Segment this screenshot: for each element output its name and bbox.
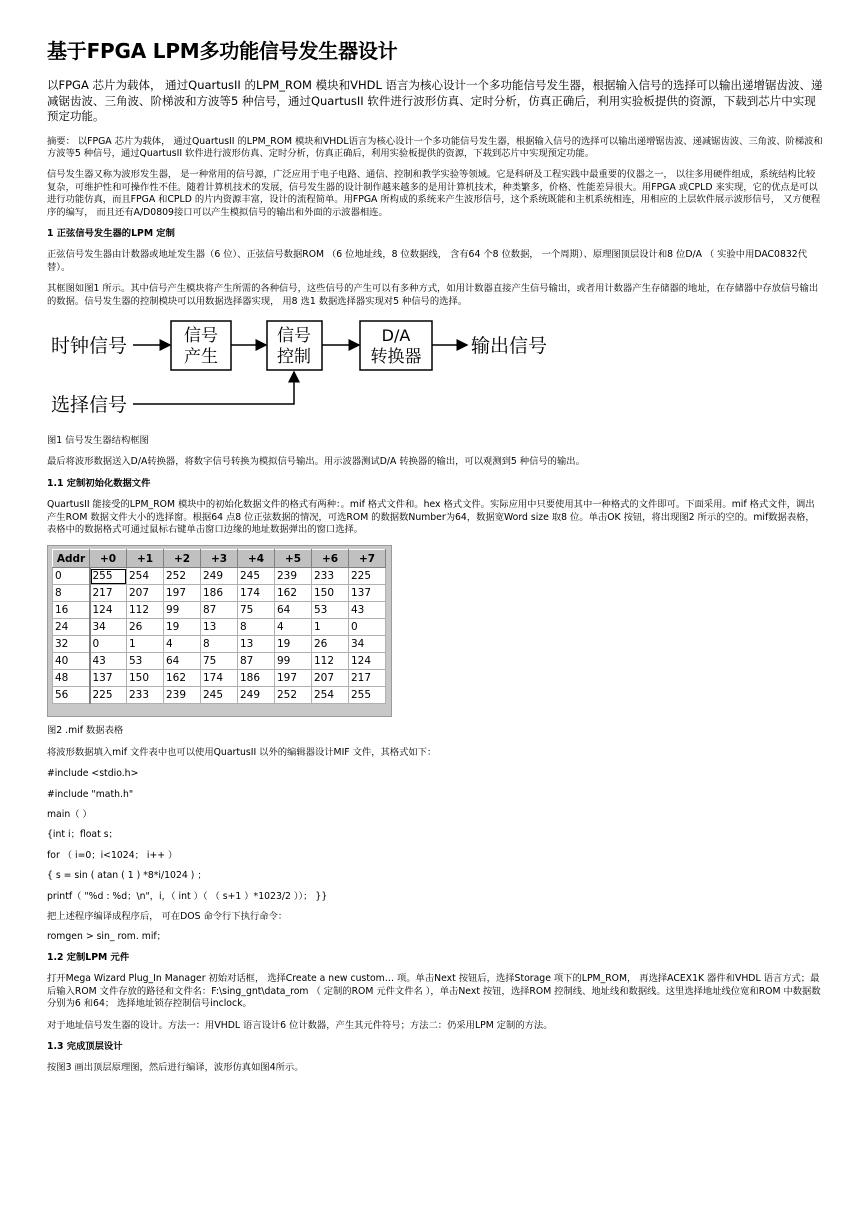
- section-1-1-paragraph: QuartusII 能接受的LPM_ROM 模块中的初始化数据文件的格式有两种：。mif 格式文件和。hex 格式文件。实际应用中只要使用其中一种格式的文件即可。下面采用。mif 格式文件，调出产生ROM 数据文件大小的选择窗。根据64 点8 位正弦数据的情况，可选ROM 的数据数Number为64，数据宽Word size 取8 位。单击OK 按钮，将出现图2 所示的空的。mif数据表格，表格中的数据格式可通过鼠标右键单击窗口边缘的地址数据弹出的窗口选择。: [47, 499, 815, 535]
- mif-data-cell[interactable]: 252: [164, 568, 201, 585]
- section-1-2-heading: 1.2 定制LPM 元件: [47, 951, 130, 963]
- mif-data-cell[interactable]: 245: [238, 568, 275, 585]
- mif-address-cell[interactable]: 48: [53, 670, 90, 687]
- mif-data-cell[interactable]: 13: [201, 619, 238, 636]
- mif-address-cell[interactable]: 40: [53, 653, 90, 670]
- figure-1-caption: 图1 信号发生器结构框图: [47, 434, 149, 446]
- mif-data-cell[interactable]: 19: [275, 636, 312, 653]
- mif-data-cell[interactable]: 1: [312, 619, 349, 636]
- mif-data-cell[interactable]: 137: [90, 670, 127, 687]
- table-row: [53, 636, 386, 653]
- mif-data-cell[interactable]: 8: [201, 636, 238, 653]
- section-1-2-paragraph-1: 打开Mega Wizard Plug_In Manager 初始对话框， 选择Create a new custom… 项。单击Next 按钮后，选择Storage 项下的LPM_ROM， 再选择ACEX1K 器件和VHDL 语言方式；最后输入ROM 文件存放的路径和文件名：F:\sing_gnt\data_rom （ 定制的ROM 元件文件名 ），单击Next 按钮，选择ROM 控制线、地址线和数据线。这里选择地址线位宽和ROM 中数据数分别为6 和64； 选择地址锁存控制信号inclock。: [47, 973, 821, 1010]
- signal-generate-line2: 产生: [184, 346, 218, 367]
- section-1-heading: 1 正弦信号发生器的LPM 定制: [47, 227, 175, 239]
- mif-data-cell[interactable]: 150: [312, 585, 349, 602]
- mif-data-cell[interactable]: 174: [238, 585, 275, 602]
- da-converter-line2: 转换器: [370, 346, 422, 367]
- section-1-2-paragraph-2: 对于地址信号发生器的设计。方法一：用VHDL 语言设计6 位计数器，产生其元件符号；方法二：仍采用LPM 定制的方法。: [47, 1019, 553, 1031]
- code-line: #include <stdio.h>: [47, 768, 139, 780]
- mif-data-cell[interactable]: 0: [90, 636, 127, 653]
- mif-header-row: [53, 550, 386, 568]
- mif-data-cell[interactable]: 4: [275, 619, 312, 636]
- arrow-select-to-control: [133, 372, 294, 404]
- code-line: 把上述程序编译成程序后， 可在DOS 命令行下执行命令：: [47, 911, 288, 923]
- code-listing: [47, 768, 823, 944]
- mif-address-cell[interactable]: 32: [53, 636, 90, 653]
- article: [47, 38, 823, 1084]
- mif-data-cell[interactable]: 233: [312, 568, 349, 585]
- output-signal-label: 输出信号: [471, 334, 548, 357]
- mif-address-cell[interactable]: 0: [53, 568, 90, 585]
- mif-data-cell[interactable]: 255: [349, 687, 386, 704]
- mif-address-cell[interactable]: 16: [53, 602, 90, 619]
- table-row: [53, 602, 386, 619]
- mif-data-cell[interactable]: 150: [127, 670, 164, 687]
- intro-paragraph: 信号发生器又称为波形发生器， 是一种常用的信号源，广泛应用于电子电路、通信、控制和教学实验等领域。它是科研及工程实践中最重要的仪器之一， 以往多用硬件组成，系统结构比较复杂，可维护性和可操作性不佳。随着计算机技术的发展，信号发生器的设计制作越来越多的是用计算机技术，种类繁多，价格、性能差异很大。用FPGA 或CPLD 来实现，它的优点是可以进行功能仿真，而且FPGA 和CPLD 的片内资源丰富，设计的流程简单。用FPGA 所构成的系统来产生波形信号，这个系统既能和主机系统相连，用相应的上层软件展示波形信号， 又方便程序的编写， 而且还有A/D0809接口可以产生模拟信号的输出和外面的示波器相连。: [47, 169, 821, 218]
- figure-1-block-diagram: [47, 317, 567, 427]
- mif-data-cell[interactable]: 4: [164, 636, 201, 653]
- mif-data-cell[interactable]: 174: [201, 670, 238, 687]
- signal-control-line1: 信号: [277, 325, 311, 346]
- mif-address-cell[interactable]: 8: [53, 585, 90, 602]
- mif-data-cell[interactable]: 43: [349, 602, 386, 619]
- mif-data-cell[interactable]: 245: [201, 687, 238, 704]
- table-row: [53, 670, 386, 687]
- mif-data-cell[interactable]: 249: [201, 568, 238, 585]
- mif-data-cell[interactable]: 162: [164, 670, 201, 687]
- mif-body: [53, 568, 386, 704]
- mif-data-cell[interactable]: 217: [90, 585, 127, 602]
- table-row: [53, 687, 386, 704]
- section-1-paragraph-2: 其框图如图1 所示。其中信号产生模块将产生所需的各种信号，这些信号的产生可以有多种方式，如用计数器直接产生信号输出，或者用计数器产生存储器的地址，在存储器中存放信号输出的数据。信号发生器的控制模块可以用数据选择器实现， 用8 选1 数据选择器实现对5 种信号的选择。: [47, 283, 819, 307]
- section-1-paragraph-1: 正弦信号发生器由计数器或地址发生器（6 位）、正弦信号数据ROM （6 位地址线，8 位数据线， 含有64 个8 位数据， 一个周期）、原理图顶层设计和8 位D/A （ 实验中用DAC0832代替）。: [47, 249, 807, 273]
- mif-data-cell[interactable]: 197: [275, 670, 312, 687]
- mif-col-header[interactable]: +1: [127, 550, 164, 568]
- mif-data-cell[interactable]: 43: [90, 653, 127, 670]
- select-signal-label: 选择信号: [51, 393, 128, 416]
- mif-data-cell[interactable]: 8: [238, 619, 275, 636]
- page-title: 基于FPGA LPM多功能信号发生器设计: [47, 39, 398, 63]
- mif-data-cell[interactable]: 64: [164, 653, 201, 670]
- mif-col-header[interactable]: +3: [201, 550, 238, 568]
- mif-data-cell[interactable]: 75: [238, 602, 275, 619]
- mif-data-cell[interactable]: 53: [312, 602, 349, 619]
- mif-data-cell[interactable]: 225: [349, 568, 386, 585]
- after-figure-1-paragraph: 最后将波形数据送入D/A转换器，将数字信号转换为模拟信号输出。用示波器测试D/A 转换器的输出，可以观测到5 种信号的输出。: [47, 456, 585, 468]
- mif-data-table: [52, 549, 386, 704]
- code-line: { s = sin ( atan ( 1 ) *8*i/1024 ) ；: [47, 870, 207, 882]
- mif-col-header[interactable]: +0: [90, 550, 127, 568]
- mif-data-cell[interactable]: 64: [275, 602, 312, 619]
- mif-data-cell[interactable]: 75: [201, 653, 238, 670]
- mif-data-cell[interactable]: 255: [90, 568, 127, 585]
- mif-data-cell[interactable]: 207: [312, 670, 349, 687]
- mif-col-header[interactable]: +4: [238, 550, 275, 568]
- clock-signal-label: 时钟信号: [51, 334, 128, 357]
- mif-data-cell[interactable]: 124: [349, 653, 386, 670]
- section-1-1-heading: 1.1 定制初始化数据文件: [47, 477, 151, 489]
- code-line: {int i；float s；: [47, 829, 118, 841]
- mif-data-cell[interactable]: 124: [90, 602, 127, 619]
- mif-data-cell[interactable]: 186: [201, 585, 238, 602]
- mif-data-cell[interactable]: 207: [127, 585, 164, 602]
- mif-col-header[interactable]: +7: [349, 550, 386, 568]
- after-figure-2-paragraph: 将波形数据填入mif 文件表中也可以使用QuartusII 以外的编辑器设计MIF 文件，其格式如下：: [47, 746, 437, 758]
- mif-data-cell[interactable]: 99: [164, 602, 201, 619]
- mif-address-cell[interactable]: 56: [53, 687, 90, 704]
- mif-data-cell[interactable]: 112: [127, 602, 164, 619]
- mif-data-cell[interactable]: 233: [127, 687, 164, 704]
- abstract-paragraph: 摘要： 以FPGA 芯片为载体， 通过QuartusII 的LPM_ROM 模块和VHDL语言为核心设计一个多功能信号发生器，根据输入信号的选择可以输出递增锯齿波、递减锯齿波、三角波、阶梯波和方波等5 种信号，通过QuartusII 软件进行波形仿真、定时分析，仿真正确后，利用实验板提供的资源，下载到芯片中实现预定功能。: [47, 135, 823, 159]
- mif-data-cell[interactable]: 162: [275, 585, 312, 602]
- code-line: romgen > sin_ rom. mif；: [47, 931, 166, 943]
- code-line: main（ ）: [47, 809, 92, 821]
- code-line: #include "math.h": [47, 788, 134, 800]
- mif-data-cell[interactable]: 112: [312, 653, 349, 670]
- mif-data-cell[interactable]: 19: [164, 619, 201, 636]
- mif-data-cell[interactable]: 0: [349, 619, 386, 636]
- mif-data-cell[interactable]: 53: [127, 653, 164, 670]
- mif-data-cell[interactable]: 249: [238, 687, 275, 704]
- mif-data-cell[interactable]: 34: [90, 619, 127, 636]
- signal-control-line2: 控制: [277, 346, 311, 367]
- mif-address-cell[interactable]: 24: [53, 619, 90, 636]
- mif-data-cell[interactable]: 87: [238, 653, 275, 670]
- mif-data-cell[interactable]: 87: [201, 602, 238, 619]
- table-row: [53, 568, 386, 585]
- mif-col-header[interactable]: Addr: [53, 550, 90, 568]
- da-converter-line1: D/A: [381, 325, 411, 345]
- mif-data-cell[interactable]: 225: [90, 687, 127, 704]
- mif-data-cell[interactable]: 254: [127, 568, 164, 585]
- code-line: for （ i=0；i<1024； i++ ）: [47, 849, 178, 861]
- mif-data-cell[interactable]: 13: [238, 636, 275, 653]
- mif-data-cell[interactable]: 34: [349, 636, 386, 653]
- mif-data-cell[interactable]: 197: [164, 585, 201, 602]
- mif-data-cell[interactable]: 26: [127, 619, 164, 636]
- mif-data-cell[interactable]: 26: [312, 636, 349, 653]
- mif-col-header[interactable]: +2: [164, 550, 201, 568]
- lead-paragraph: 以FPGA 芯片为载体， 通过QuartusII 的LPM_ROM 模块和VHDL 语言为核心设计一个多功能信号发生器，根据输入信号的选择可以输出递增锯齿波、递减锯齿波、三角波、阶梯波和方波等5 种信号，通过QuartusII 软件进行波形仿真、定时分析，仿真正确后，利用实验板提供的资源，下载到芯片中实现预定功能。: [47, 78, 823, 123]
- mif-data-cell[interactable]: 254: [312, 687, 349, 704]
- mif-data-cell[interactable]: 1: [127, 636, 164, 653]
- section-1-3-heading: 1.3 完成顶层设计: [47, 1040, 123, 1052]
- mif-col-header[interactable]: +6: [312, 550, 349, 568]
- mif-data-cell[interactable]: 239: [275, 568, 312, 585]
- figure-2-caption: 图2 .mif 数据表格: [47, 725, 124, 737]
- code-line: printf（ "%d : %d；\n"，i，（ int ）（ （ s+1 ）*1023/2 ））； }}: [47, 890, 328, 902]
- signal-generate-line1: 信号: [184, 325, 218, 346]
- mif-data-cell[interactable]: 186: [238, 670, 275, 687]
- table-row: [53, 585, 386, 602]
- figure-2-mif-table: [47, 545, 392, 717]
- mif-data-cell[interactable]: 217: [349, 670, 386, 687]
- mif-data-cell[interactable]: 99: [275, 653, 312, 670]
- mif-data-cell[interactable]: 137: [349, 585, 386, 602]
- mif-data-cell[interactable]: 239: [164, 687, 201, 704]
- mif-data-cell[interactable]: 252: [275, 687, 312, 704]
- table-row: [53, 619, 386, 636]
- table-row: [53, 653, 386, 670]
- section-1-3-paragraph: 按图3 画出顶层原理图，然后进行编译，波形仿真如图4所示。: [47, 1062, 304, 1074]
- mif-col-header[interactable]: +5: [275, 550, 312, 568]
